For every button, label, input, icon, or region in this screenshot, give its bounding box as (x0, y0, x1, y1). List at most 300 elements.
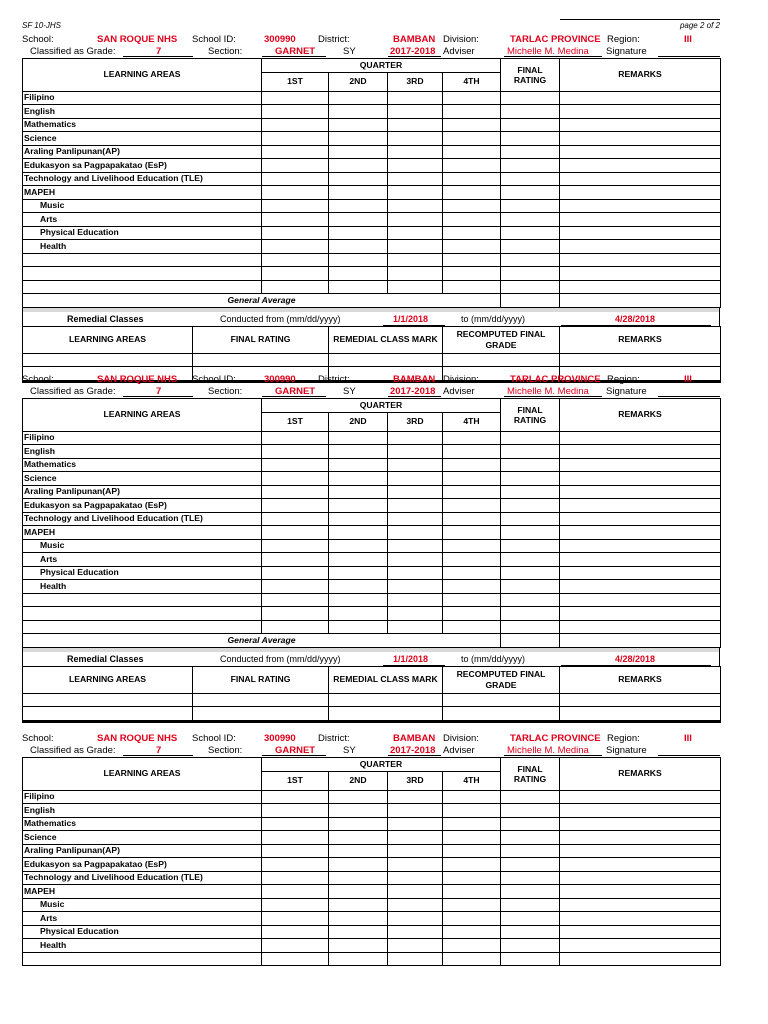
grade-cell[interactable] (443, 172, 501, 186)
grade-label: Classified as Grade: (30, 745, 116, 756)
grade-cell[interactable] (560, 898, 721, 912)
grade-cell[interactable] (262, 159, 329, 173)
grade-cell[interactable] (560, 790, 721, 804)
grade-cell[interactable] (388, 472, 443, 486)
grade-cell[interactable] (262, 186, 329, 200)
grade-cell[interactable] (560, 844, 721, 858)
grade-cell[interactable] (501, 858, 560, 872)
grade-cell[interactable] (388, 871, 443, 885)
table-row (23, 213, 721, 227)
grade-cell[interactable] (560, 132, 721, 146)
grade-cell[interactable] (560, 91, 721, 105)
grade-cell[interactable] (560, 431, 721, 445)
grade-cell[interactable] (501, 458, 560, 472)
table-row (23, 445, 721, 459)
grade-cell[interactable] (388, 539, 443, 553)
school-value: SAN ROQUE NHS (97, 733, 178, 744)
region-label: Region: (607, 34, 640, 45)
grade-cell[interactable] (262, 804, 329, 818)
adviser-value: Michelle M. Medina (507, 46, 589, 57)
grade-cell[interactable] (501, 539, 560, 553)
grade-cell[interactable] (329, 912, 388, 926)
grade-cell[interactable] (388, 912, 443, 926)
grade-cell[interactable] (329, 226, 388, 240)
grade-cell[interactable] (560, 199, 721, 213)
grade-cell[interactable] (443, 539, 501, 553)
grade-cell[interactable] (388, 939, 443, 953)
grade-cell[interactable] (388, 804, 443, 818)
grade-cell[interactable] (443, 804, 501, 818)
grade-cell[interactable] (329, 485, 388, 499)
subject-name: Araling Panlipunan(AP) (23, 145, 262, 159)
grade-cell[interactable] (560, 213, 721, 227)
remedial-final-rating-header: FINAL RATING (193, 666, 329, 693)
quarter-4-header: 4TH (443, 412, 501, 431)
grade-cell[interactable] (501, 925, 560, 939)
grade-cell[interactable] (443, 186, 501, 200)
grade-cell[interactable] (443, 485, 501, 499)
grade-cell[interactable] (329, 885, 388, 899)
division-value: TARLAC PROVINCE (510, 34, 601, 45)
grade-cell[interactable] (388, 431, 443, 445)
grade-cell[interactable] (262, 132, 329, 146)
grade-cell[interactable] (388, 159, 443, 173)
remedial-learning-areas-header: LEARNING AREAS (23, 666, 193, 693)
grade-cell[interactable] (262, 458, 329, 472)
grade-cell[interactable] (501, 132, 560, 146)
grade-cell[interactable] (501, 186, 560, 200)
grade-cell[interactable] (443, 817, 501, 831)
grade-cell[interactable] (388, 485, 443, 499)
grade-cell[interactable] (560, 553, 721, 567)
grade-cell[interactable] (262, 172, 329, 186)
grade-cell[interactable] (560, 186, 721, 200)
grade-cell[interactable] (560, 804, 721, 818)
grade-cell[interactable] (262, 831, 329, 845)
table-row (23, 485, 721, 499)
school-id-value: 300990 (264, 733, 296, 744)
grade-cell[interactable] (262, 445, 329, 459)
grade-cell[interactable] (560, 499, 721, 513)
grades-table (22, 58, 721, 308)
table-row (23, 499, 721, 513)
subject-name: Science (23, 132, 262, 146)
grade-cell[interactable] (329, 118, 388, 132)
grade-cell[interactable] (329, 871, 388, 885)
table-row (23, 607, 721, 621)
grade-cell[interactable] (388, 898, 443, 912)
grade-cell[interactable] (560, 871, 721, 885)
grade-cell[interactable] (560, 472, 721, 486)
grade-cell[interactable] (262, 898, 329, 912)
grade-cell[interactable] (388, 445, 443, 459)
grade-cell[interactable] (388, 580, 443, 594)
grade-cell[interactable] (329, 445, 388, 459)
grade-cell[interactable] (262, 145, 329, 159)
grade-cell[interactable] (262, 226, 329, 240)
grade-cell[interactable] (262, 199, 329, 213)
grade-cell[interactable] (262, 118, 329, 132)
table-row (23, 553, 721, 567)
table-row (23, 199, 721, 213)
quarter-header: QUARTER (262, 758, 501, 772)
grade-cell[interactable] (329, 817, 388, 831)
subject-name: Health (23, 240, 262, 254)
grade-cell[interactable] (262, 844, 329, 858)
grade-cell[interactable] (329, 898, 388, 912)
grade-cell[interactable] (443, 553, 501, 567)
grades-table (22, 398, 721, 648)
grade-cell[interactable] (560, 526, 721, 540)
grade-cell[interactable] (329, 939, 388, 953)
grade-cell[interactable] (262, 871, 329, 885)
table-row (23, 280, 721, 294)
grade-cell[interactable] (501, 553, 560, 567)
grade-cell[interactable] (560, 912, 721, 926)
grade-cell[interactable] (262, 580, 329, 594)
grade-cell[interactable] (560, 105, 721, 119)
grade-cell[interactable] (262, 858, 329, 872)
subject-name: Music (23, 898, 262, 912)
grade-cell[interactable] (388, 566, 443, 580)
subject-name: Technology and Livelihood Education (TLE) (23, 172, 262, 186)
grade-value: 7 (156, 745, 162, 756)
district-value: BAMBAN (393, 733, 436, 744)
grade-cell[interactable] (501, 580, 560, 594)
grade-cell[interactable] (388, 458, 443, 472)
grade-cell[interactable] (443, 213, 501, 227)
grade-cell[interactable] (501, 885, 560, 899)
grade-cell[interactable] (443, 939, 501, 953)
grade-cell[interactable] (560, 458, 721, 472)
record-block-3 (22, 731, 720, 966)
grade-cell[interactable] (443, 566, 501, 580)
grade-cell[interactable] (443, 844, 501, 858)
subject-name: Mathematics (23, 118, 262, 132)
grade-cell[interactable] (443, 580, 501, 594)
grade-cell[interactable] (388, 790, 443, 804)
grade-cell[interactable] (501, 105, 560, 119)
quarter-1-header: 1ST (262, 412, 329, 431)
grade-cell[interactable] (388, 172, 443, 186)
grade-cell[interactable] (501, 445, 560, 459)
grade-cell[interactable] (262, 472, 329, 486)
grade-cell[interactable] (501, 804, 560, 818)
grade-cell[interactable] (388, 817, 443, 831)
grade-cell[interactable] (443, 240, 501, 254)
remedial-table (22, 666, 721, 723)
grade-cell[interactable] (262, 512, 329, 526)
grade-cell[interactable] (560, 925, 721, 939)
grade-cell[interactable] (443, 925, 501, 939)
grade-cell[interactable] (501, 898, 560, 912)
grade-cell[interactable] (443, 858, 501, 872)
grade-cell[interactable] (329, 159, 388, 173)
quarter-3-header: 3RD (388, 771, 443, 790)
grade-cell[interactable] (388, 925, 443, 939)
grade-cell[interactable] (388, 132, 443, 146)
grade-cell[interactable] (262, 925, 329, 939)
grade-cell[interactable] (501, 831, 560, 845)
table-row (23, 871, 721, 885)
grade-cell[interactable] (388, 499, 443, 513)
grade-cell[interactable] (329, 553, 388, 567)
grade-cell[interactable] (443, 159, 501, 173)
grade-cell[interactable] (262, 553, 329, 567)
grade-cell[interactable] (329, 145, 388, 159)
subject-name: MAPEH (23, 885, 262, 899)
general-average-label: General Average (23, 294, 501, 308)
grade-cell[interactable] (329, 804, 388, 818)
grade-cell[interactable] (443, 91, 501, 105)
table-row (23, 620, 721, 634)
grade-cell[interactable] (262, 105, 329, 119)
subject-name: Science (23, 472, 262, 486)
division-label: Division: (443, 34, 479, 45)
signature-label: Signature (606, 46, 647, 57)
grade-cell[interactable] (329, 831, 388, 845)
remedial-line (22, 312, 720, 326)
final-rating-header: FINAL RATING (501, 758, 560, 791)
table-row (23, 885, 721, 899)
grade-cell[interactable] (443, 226, 501, 240)
grade-cell[interactable] (443, 512, 501, 526)
grade-cell[interactable] (501, 817, 560, 831)
grade-cell[interactable] (262, 240, 329, 254)
grade-cell[interactable] (262, 939, 329, 953)
grade-cell[interactable] (329, 240, 388, 254)
grade-cell[interactable] (501, 199, 560, 213)
grade-cell[interactable] (329, 539, 388, 553)
grade-cell[interactable] (443, 132, 501, 146)
grade-cell[interactable] (501, 871, 560, 885)
table-row (23, 925, 721, 939)
quarter-2-header: 2ND (329, 72, 388, 91)
table-row (23, 693, 721, 707)
general-average-row (23, 294, 721, 308)
grade-cell[interactable] (388, 844, 443, 858)
grade-cell[interactable] (443, 898, 501, 912)
school-label: School: (22, 374, 54, 385)
grade-cell[interactable] (443, 118, 501, 132)
school-id-label: School ID: (192, 374, 236, 385)
grade-cell[interactable] (388, 885, 443, 899)
grade-cell[interactable] (560, 172, 721, 186)
grade-cell[interactable] (388, 145, 443, 159)
grade-cell[interactable] (560, 485, 721, 499)
grade-cell[interactable] (388, 118, 443, 132)
subject-name: English (23, 105, 262, 119)
grade-cell[interactable] (501, 91, 560, 105)
recomputed-header: RECOMPUTED FINAL GRADE (443, 666, 560, 693)
adviser-value: Michelle M. Medina (507, 386, 589, 397)
grade-cell[interactable] (388, 199, 443, 213)
grade-cell[interactable] (501, 118, 560, 132)
grade-cell[interactable] (501, 512, 560, 526)
grade-cell[interactable] (501, 431, 560, 445)
grade-cell[interactable] (388, 831, 443, 845)
remarks-header: REMARKS (560, 59, 721, 92)
grade-cell[interactable] (329, 790, 388, 804)
table-row (23, 844, 721, 858)
grade-cell[interactable] (560, 885, 721, 899)
grade-cell[interactable] (501, 526, 560, 540)
grade-cell[interactable] (443, 499, 501, 513)
grade-cell[interactable] (329, 105, 388, 119)
grade-cell[interactable] (501, 226, 560, 240)
region-label: Region: (607, 733, 640, 744)
grade-cell[interactable] (501, 172, 560, 186)
remedial-mark-header: REMEDIAL CLASS MARK (329, 666, 443, 693)
grade-cell[interactable] (262, 485, 329, 499)
grade-cell[interactable] (560, 831, 721, 845)
grade-cell[interactable] (443, 472, 501, 486)
quarter-3-header: 3RD (388, 412, 443, 431)
grade-cell[interactable] (262, 790, 329, 804)
sy-value: 2017-2018 (390, 386, 436, 397)
grade-cell[interactable] (329, 132, 388, 146)
subject-name: Edukasyon sa Pagpapakatao (EsP) (23, 499, 262, 513)
quarter-1-header: 1ST (262, 72, 329, 91)
grade-cell[interactable] (262, 885, 329, 899)
grade-cell[interactable] (501, 485, 560, 499)
grade-cell[interactable] (329, 844, 388, 858)
table-row (23, 952, 721, 966)
grade-cell[interactable] (329, 172, 388, 186)
table-row (23, 580, 721, 594)
subject-name: Edukasyon sa Pagpapakatao (EsP) (23, 858, 262, 872)
grade-cell[interactable] (501, 145, 560, 159)
grade-cell[interactable] (443, 885, 501, 899)
grade-cell[interactable] (501, 472, 560, 486)
grade-cell[interactable] (560, 159, 721, 173)
grade-cell[interactable] (560, 858, 721, 872)
subject-name: Physical Education (23, 566, 262, 580)
grade-cell[interactable] (262, 539, 329, 553)
subject-name: Arts (23, 213, 262, 227)
grade-cell[interactable] (443, 145, 501, 159)
grade-cell[interactable] (443, 790, 501, 804)
grade-cell[interactable] (560, 118, 721, 132)
quarter-4-header: 4TH (443, 72, 501, 91)
table-row (23, 145, 721, 159)
grade-cell[interactable] (329, 858, 388, 872)
grade-cell[interactable] (560, 145, 721, 159)
grade-cell[interactable] (329, 186, 388, 200)
grade-cell[interactable] (443, 431, 501, 445)
grade-cell[interactable] (329, 512, 388, 526)
grade-cell[interactable] (560, 226, 721, 240)
record-header (22, 372, 720, 398)
grade-cell[interactable] (443, 831, 501, 845)
grade-cell[interactable] (388, 213, 443, 227)
grade-cell[interactable] (329, 431, 388, 445)
grade-cell[interactable] (388, 91, 443, 105)
grade-cell[interactable] (329, 526, 388, 540)
grade-cell[interactable] (388, 226, 443, 240)
grade-cell[interactable] (443, 445, 501, 459)
grade-cell[interactable] (443, 526, 501, 540)
district-value: BAMBAN (393, 34, 436, 45)
grade-cell[interactable] (388, 526, 443, 540)
grade-cell[interactable] (388, 186, 443, 200)
grade-cell[interactable] (329, 199, 388, 213)
form-code: SF 10-JHS (22, 21, 61, 30)
grade-cell[interactable] (262, 566, 329, 580)
grade-cell[interactable] (262, 912, 329, 926)
grade-cell[interactable] (329, 458, 388, 472)
table-row (23, 512, 721, 526)
grade-cell[interactable] (443, 199, 501, 213)
grade-cell[interactable] (262, 431, 329, 445)
subject-name: Technology and Livelihood Education (TLE) (23, 512, 262, 526)
grade-cell[interactable] (501, 912, 560, 926)
grade-cell[interactable] (262, 91, 329, 105)
grade-cell[interactable] (443, 105, 501, 119)
grade-cell[interactable] (329, 213, 388, 227)
grade-cell[interactable] (560, 580, 721, 594)
grade-cell[interactable] (388, 553, 443, 567)
subject-name: Filipino (23, 91, 262, 105)
grade-cell[interactable] (329, 91, 388, 105)
region-value: III (684, 374, 692, 385)
grade-cell[interactable] (262, 526, 329, 540)
grade-cell[interactable] (501, 240, 560, 254)
grade-cell[interactable] (560, 939, 721, 953)
grade-cell[interactable] (501, 566, 560, 580)
school-id-value: 300990 (264, 34, 296, 45)
grade-cell[interactable] (388, 858, 443, 872)
subject-name: Music (23, 539, 262, 553)
grade-cell[interactable] (560, 566, 721, 580)
grade-cell[interactable] (501, 159, 560, 173)
grade-cell[interactable] (329, 499, 388, 513)
grade-cell[interactable] (501, 790, 560, 804)
quarter-1-header: 1ST (262, 771, 329, 790)
grade-cell[interactable] (560, 240, 721, 254)
table-row (23, 858, 721, 872)
grade-cell[interactable] (443, 458, 501, 472)
grade-cell[interactable] (560, 512, 721, 526)
grade-cell[interactable] (262, 213, 329, 227)
grade-cell[interactable] (262, 499, 329, 513)
grade-cell[interactable] (329, 580, 388, 594)
school-id-label: School ID: (192, 34, 236, 45)
grade-cell[interactable] (501, 939, 560, 953)
table-row (23, 431, 721, 445)
table-row (23, 817, 721, 831)
grade-cell[interactable] (501, 499, 560, 513)
grade-cell[interactable] (262, 817, 329, 831)
table-row (23, 105, 721, 119)
grade-cell[interactable] (329, 566, 388, 580)
grade-cell[interactable] (329, 925, 388, 939)
grade-cell[interactable] (560, 817, 721, 831)
grade-cell[interactable] (501, 844, 560, 858)
grade-cell[interactable] (443, 871, 501, 885)
grade-cell[interactable] (388, 105, 443, 119)
grade-cell[interactable] (329, 472, 388, 486)
grade-cell[interactable] (560, 445, 721, 459)
grade-cell[interactable] (443, 912, 501, 926)
from-date: 1/1/2018 (393, 653, 429, 664)
remedial-remarks-header: REMARKS (560, 666, 721, 693)
grade-cell[interactable] (388, 512, 443, 526)
general-average-row (23, 634, 721, 648)
grade-cell[interactable] (560, 539, 721, 553)
grade-cell[interactable] (388, 240, 443, 254)
grade-cell[interactable] (501, 213, 560, 227)
